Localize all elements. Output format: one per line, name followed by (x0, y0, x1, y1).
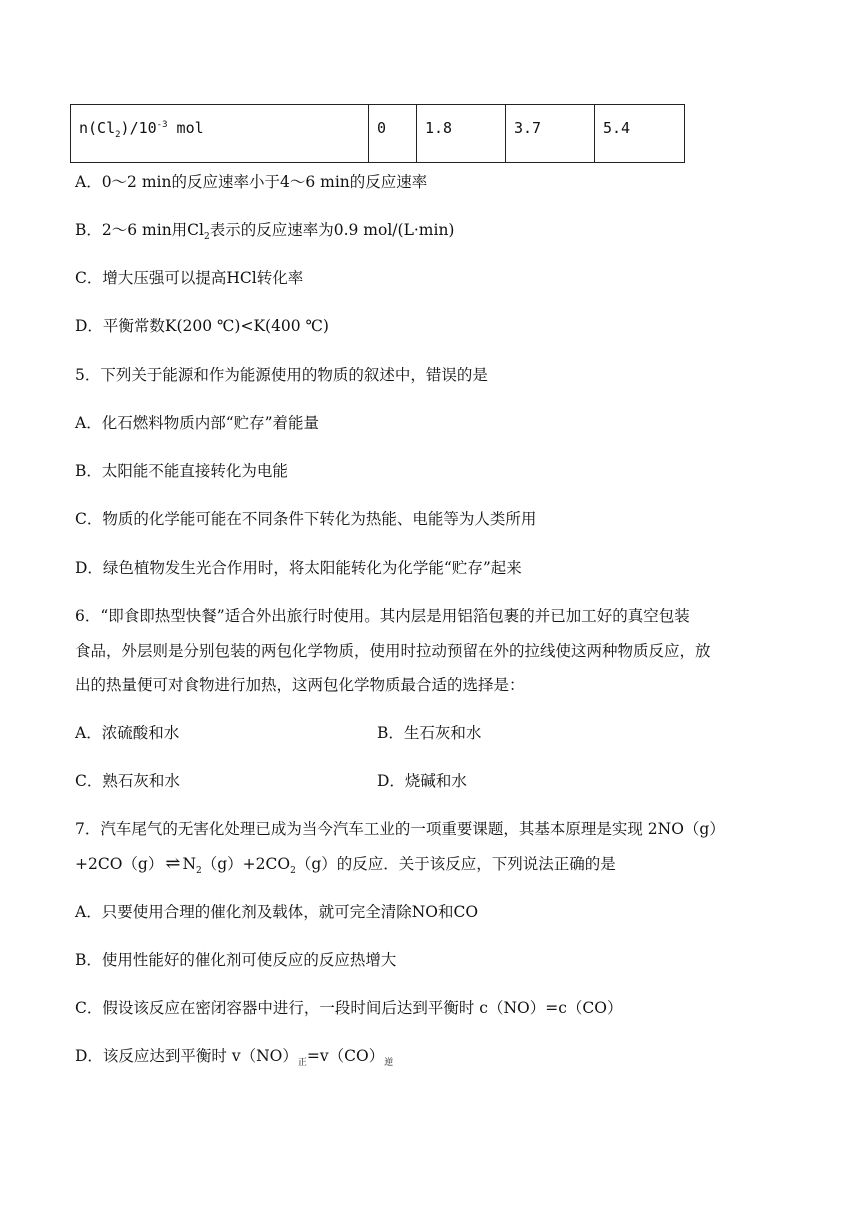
q7-d-mid: =v（CO） (306, 1047, 385, 1065)
q7-d-pre: D．该反应达到平衡时 v（NO） (75, 1047, 298, 1065)
q7-d-sub-forward: 正 (297, 1058, 307, 1069)
table-row-label (71, 105, 369, 163)
q6-option-a: A．浓硫酸和水 (75, 724, 180, 742)
q5-option-c: C．物质的化学能可能在不同条件下转化为热能、电能等为人类所用 (75, 510, 537, 528)
q6-option-b: B．生石灰和水 (377, 724, 482, 742)
q7-product-co: （g）+2CO (201, 855, 291, 873)
q6-stem-line1: 6．“即食即热型快餐”适合外出旅行时使用。其内层是用铝箔包裹的并已加工好的真空包装 (75, 607, 690, 625)
q7-option-a: A．只要使用合理的催化剂及载体，就可完全清除NO和CO (75, 903, 479, 921)
q5-option-b: B．太阳能不能直接转化为电能 (75, 462, 288, 480)
q7-reactant: +2CO（g） (75, 855, 164, 873)
label-main: n(Cl (79, 119, 116, 137)
q6-stem-line3: 出的热量便可对食物进行加热，这两包化学物质最合适的选择是： (75, 676, 525, 694)
q7-product-n-sub: 2 (196, 866, 202, 877)
table-cell: 1.8 (417, 105, 506, 163)
q7-option-d (75, 1045, 393, 1074)
q7-stem-line1: 7．汽车尾气的无害化处理已成为当今汽车工业的一项重要课题，其基本原理是实现 2NO（g） (75, 820, 725, 838)
q7-stem-line2 (75, 853, 616, 882)
q7-option-c: C．假设该反应在密闭容器中进行，一段时间后达到平衡时 c（NO）=c（CO） (75, 999, 623, 1017)
q4-option-b (75, 219, 454, 248)
q7-stem-tail: （g）的反应．关于该反应，下列说法正确的是 (295, 855, 616, 873)
q4-option-d: D．平衡常数K(200 ℃)<K(400 ℃) (75, 317, 329, 335)
label-sub: 2 (115, 130, 121, 140)
q7-product-n: N (182, 855, 196, 873)
q4-b-post: 表示的反应速率为0.9 mol/(L·min) (209, 221, 455, 239)
label-sup: -3 (156, 120, 168, 130)
table-cell: 0 (369, 105, 417, 163)
table-row (71, 105, 685, 163)
equilibrium-arrow-icon: ⇌ (165, 853, 181, 874)
label-rest: )/10 (120, 119, 157, 137)
table-cell: 5.4 (595, 105, 685, 163)
q7-option-b: B．使用性能好的催化剂可使反应的反应热增大 (75, 951, 397, 969)
q5-option-a: A．化石燃料物质内部“贮存”着能量 (75, 414, 320, 432)
q4-b-pre: B．2～6 min用Cl (75, 221, 204, 239)
q6-option-c: C．熟石灰和水 (75, 772, 180, 790)
q6-stem-line2: 食品，外层则是分别包装的两包化学物质，使用时拉动预留在外的拉线使这两种物质反应，放 (75, 642, 711, 660)
q7-d-sub-reverse: 逆 (384, 1058, 394, 1069)
q4-option-a: A．0～2 min的反应速率小于4～6 min的反应速率 (75, 173, 428, 191)
q5-option-d: D．绿色植物发生光合作用时，将太阳能转化为化学能“贮存”起来 (75, 559, 522, 577)
label-unit: mol (167, 119, 204, 137)
q5-stem: 5．下列关于能源和作为能源使用的物质的叙述中，错误的是 (75, 366, 488, 384)
data-table (70, 104, 685, 163)
q6-option-d: D．烧碱和水 (377, 772, 467, 790)
table-cell: 3.7 (506, 105, 595, 163)
q4-b-sub: 2 (204, 232, 210, 243)
q4-option-c: C．增大压强可以提高HCl转化率 (75, 269, 304, 287)
q7-product-co-sub: 2 (290, 866, 296, 877)
